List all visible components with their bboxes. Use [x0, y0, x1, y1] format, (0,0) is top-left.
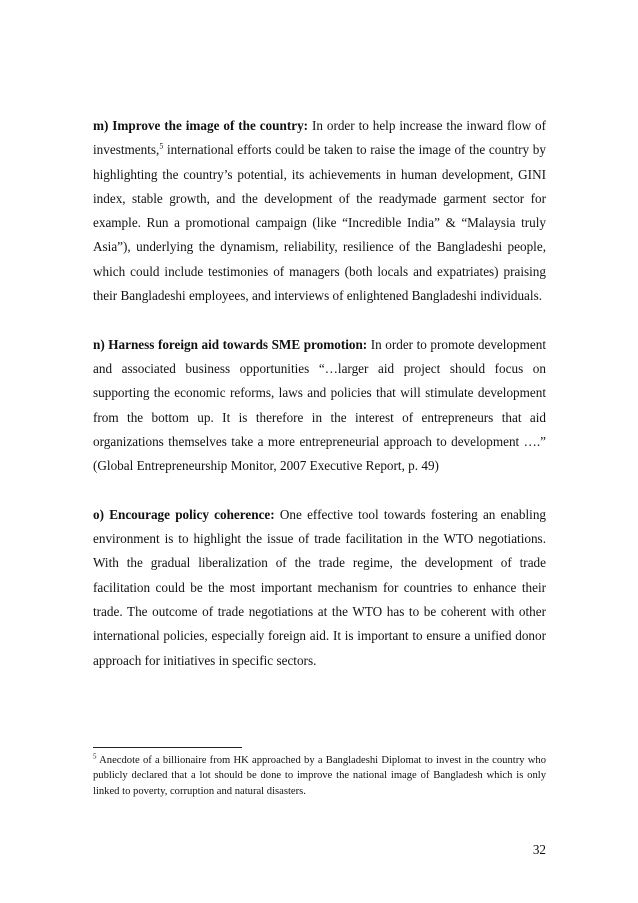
- footnote-number: 5: [93, 752, 97, 761]
- footnote-reference[interactable]: 5: [159, 141, 164, 151]
- section-m-heading: m) Improve the image of the country:: [93, 118, 309, 133]
- section-o-heading: o) Encourage policy coherence:: [93, 506, 275, 522]
- section-n-heading: n) Harness foreign aid towards SME promotion:: [93, 336, 368, 352]
- section-n: [93, 333, 546, 479]
- footnote-text: Anecdote of a billionaire from HK approached by a Bangladeshi Diplomat to invest in the country who publicly declared that a lot should be done to improve the national image of Bangladesh which is only linked to poverty, corruption and natural disasters.: [93, 755, 546, 797]
- footnote-divider: [93, 747, 242, 748]
- section-m: [93, 114, 546, 308]
- section-n-text: In order to promote development and associated business opportunities “…larger aid project should focus on supporting the economic reforms, laws and policies that will stimulate development from the bottom up. It is therefore in the interest of entrepreneurs that aid organizations themselves take a more entrepreneurial approach to development ….” (Global Entrepreneurship Monitor, 2007 Executive Report, p. 49): [93, 336, 546, 474]
- section-o: [93, 503, 546, 673]
- section-o-text: One effective tool towards fostering an enabling environment is to highlight the issue of trade facilitation in the WTO negotiations. With the gradual liberalization of the trade regime, the development of trade facilitation could be the most important mechanism for countries to enhance their trade. The outcome of trade negotiations at the WTO has to be coherent with other international policies, especially foreign aid. It is important to ensure a unified donor approach for initiatives in specific sectors.: [93, 506, 547, 668]
- page-number: 32: [532, 842, 546, 857]
- main-text: [93, 114, 546, 673]
- section-m-text-start: In order to help increase the inward flow of investments,: [93, 118, 547, 158]
- footnote: [93, 753, 546, 799]
- section-m-text-rest: international efforts could be taken to raise the image of the country by highlighting the country’s potential, its achievements in human development, GINI index, stable growth, and the development of the readymade garment sector for example. Run a promotional campaign (like “Incredible India” & “Malaysia truly Asia”), underlying the dynamism, reliability, resilience of the Bangladeshi people, which could include testimonies of managers (both locals and expatriates) praising their Bangladeshi employees, and interviews of enlightened Bangladeshi individuals.: [93, 142, 546, 304]
